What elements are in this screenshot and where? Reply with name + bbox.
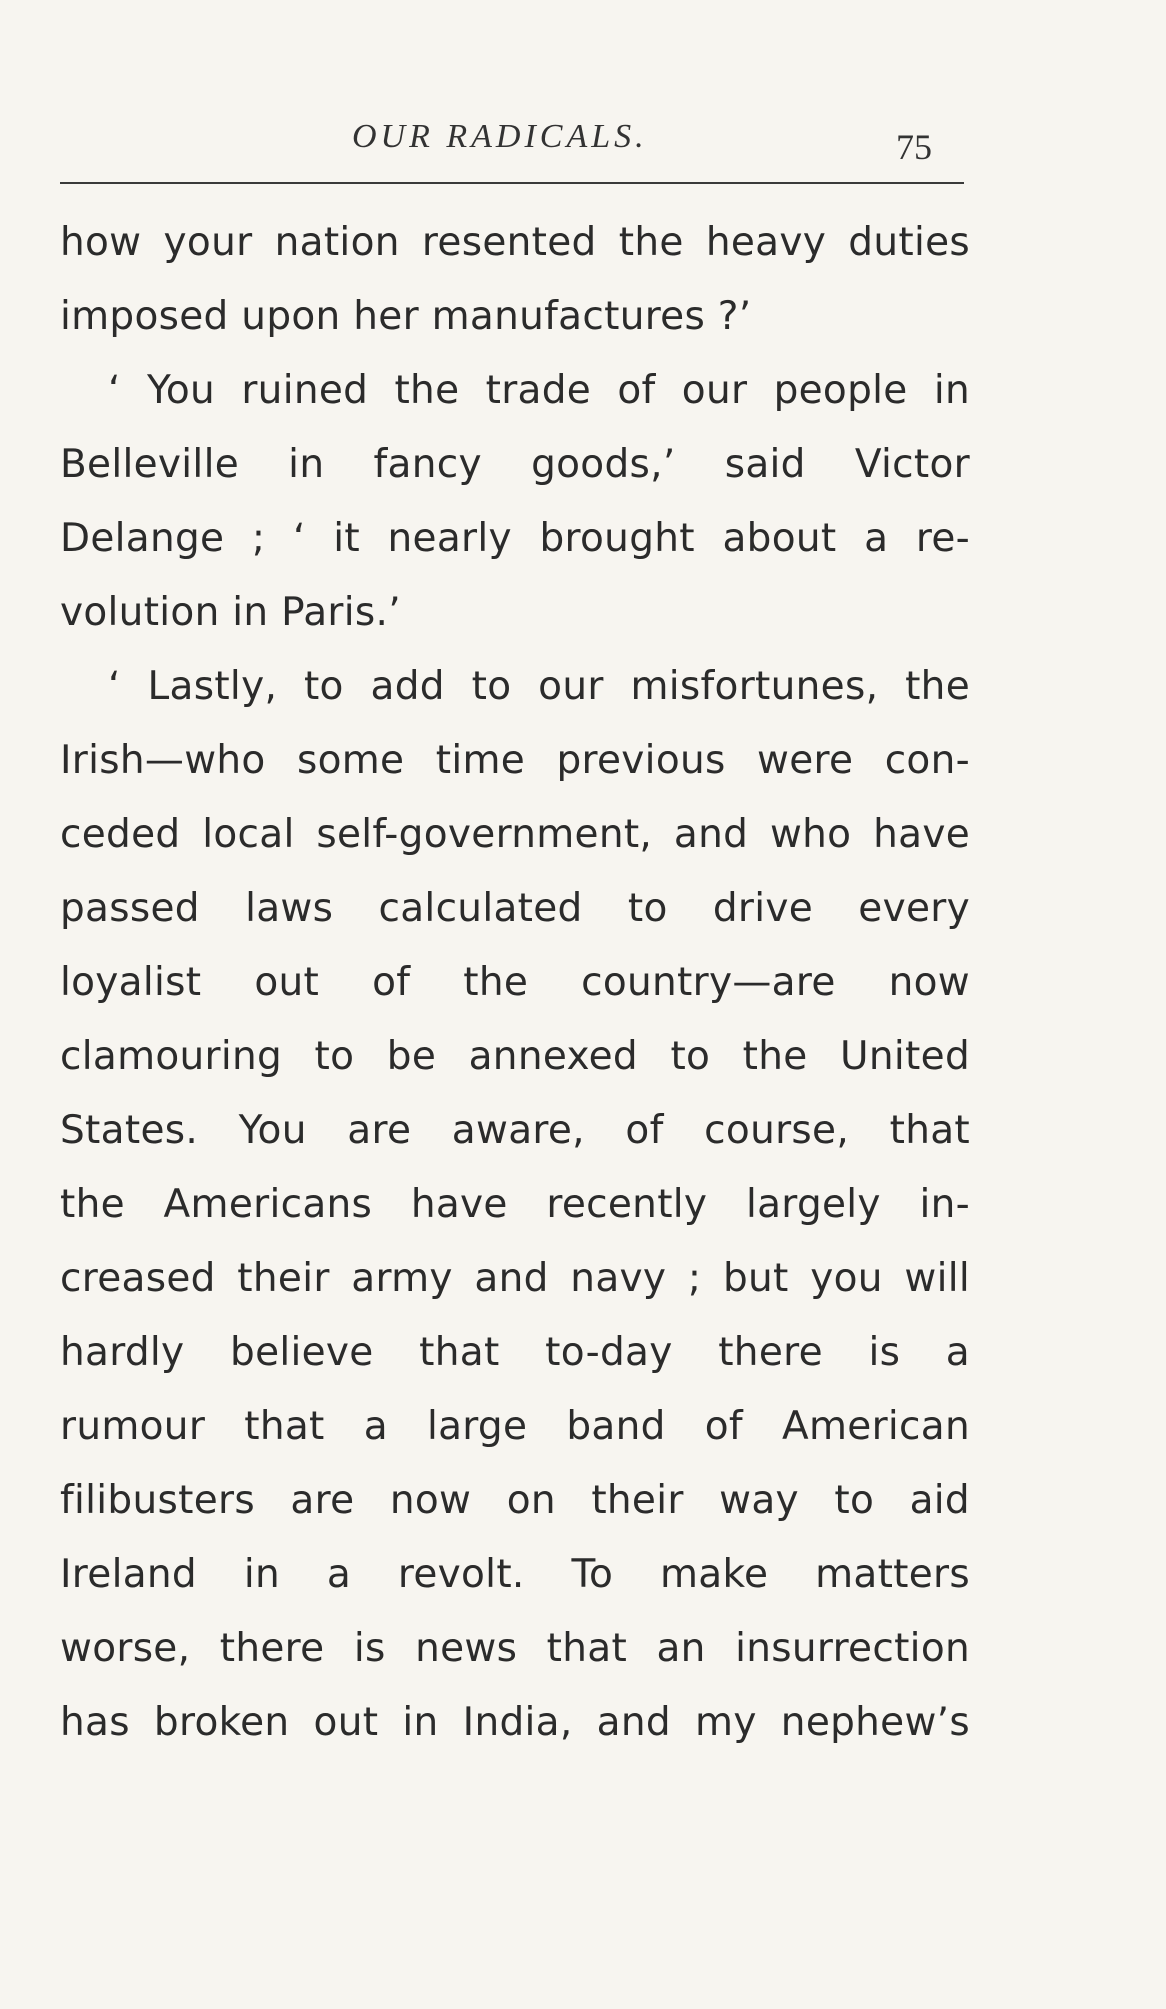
text-line: clamouring to be annexed to the United (60, 1034, 970, 1079)
text-line: ceded local self-government, and who have (60, 812, 970, 857)
text-line: Belleville in fancy goods,’ said Victor (60, 442, 970, 487)
text-line: rumour that a large band of American (60, 1404, 970, 1449)
text-line: Ireland in a revolt. To make matters (60, 1552, 970, 1597)
text-line: creased their army and navy ; but you will (60, 1256, 970, 1301)
text-line: loyalist out of the country—are now (60, 960, 970, 1005)
text-line: hardly believe that to-day there is a (60, 1330, 970, 1375)
body-text (60, 206, 970, 1760)
header-rule (60, 182, 964, 184)
text-line: the Americans have recently largely in- (60, 1182, 970, 1227)
text-line: ‘ Lastly, to add to our misfortunes, the (108, 664, 970, 709)
text-line: ‘ You ruined the trade of our people in (108, 368, 970, 413)
text-line: has broken out in India, and my nephew’s (60, 1700, 970, 1745)
text-line: filibusters are now on their way to aid (60, 1478, 970, 1523)
page-number: 75 (896, 127, 932, 167)
text-line: passed laws calculated to drive every (60, 886, 970, 931)
text-line: Delange ; ‘ it nearly brought about a re- (60, 516, 970, 561)
text-line: imposed upon her manufactures ?’ (60, 294, 752, 339)
text-line: worse, there is news that an insurrection (60, 1626, 970, 1671)
text-line: volution in Paris.’ (60, 590, 401, 635)
text-line: how your nation resented the heavy duties (60, 220, 970, 265)
text-line: States. You are aware, of course, that (60, 1108, 970, 1153)
running-head-title: OUR RADICALS. (352, 118, 648, 155)
text-line: Irish—who some time previous were con- (60, 738, 970, 783)
running-head (0, 118, 1166, 168)
